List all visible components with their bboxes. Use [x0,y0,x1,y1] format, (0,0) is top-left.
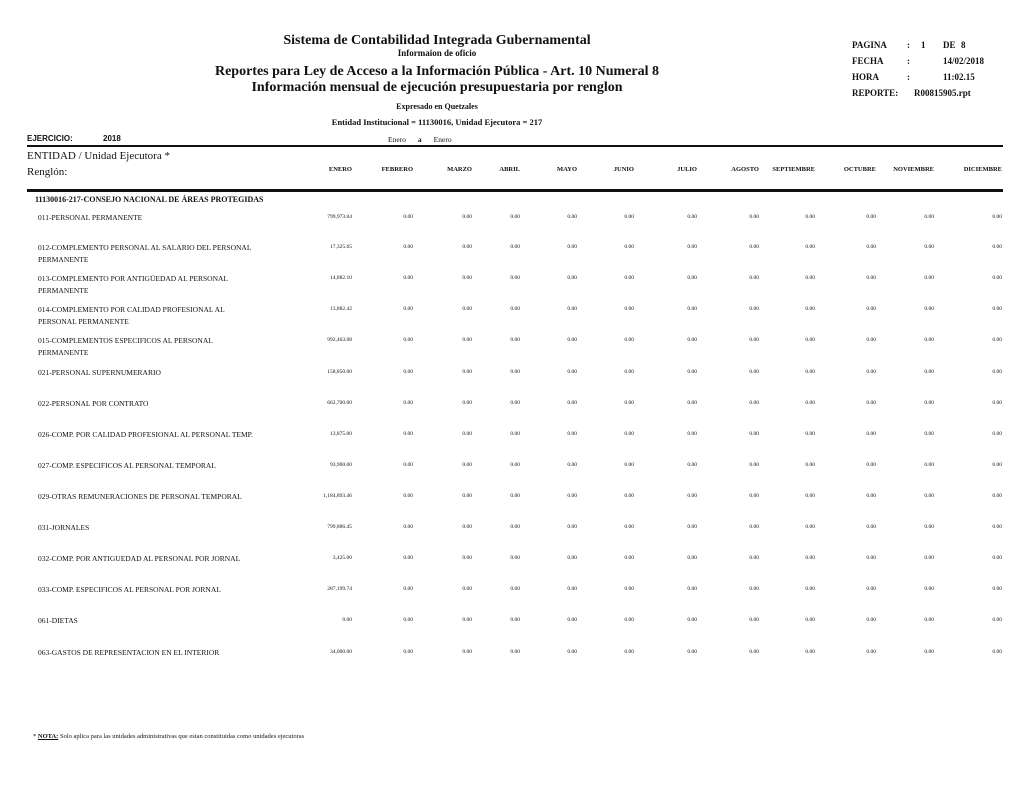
table-row [0,273,1024,301]
cell-octubre: 0.00 [866,617,876,623]
cell-octubre: 0.00 [866,524,876,530]
cell-enero: 158,850.00 [327,369,352,375]
currency-note: Expresado en Quetzales [396,102,478,111]
cell-marzo: 0.00 [462,244,472,250]
cell-septiembre: 0.00 [805,586,815,592]
cell-diciembre: 0.00 [992,493,1002,499]
renglon-label: 022-PERSONAL POR CONTRATO [38,399,149,408]
table-row [0,429,1024,457]
reporte-label: REPORTE: [852,88,899,98]
renglon-label: 021-PERSONAL SUPERNUMERARIO [38,368,161,377]
cell-octubre: 0.00 [866,337,876,343]
cell-diciembre: 0.00 [992,649,1002,655]
month-header-septiembre: SEPTIEMBRE [772,166,815,173]
cell-noviembre: 0.00 [924,214,934,220]
cell-octubre: 0.00 [866,431,876,437]
cell-marzo: 0.00 [462,462,472,468]
renglon-label: 011-PERSONAL PERMANENTE [38,213,143,222]
table-row [0,304,1024,332]
cell-julio: 0.00 [687,493,697,499]
cell-noviembre: 0.00 [924,524,934,530]
cell-mayo: 0.00 [567,462,577,468]
cell-septiembre: 0.00 [805,369,815,375]
cell-agosto: 0.00 [749,306,759,312]
cell-septiembre: 0.00 [805,400,815,406]
cell-enero: 14,882.10 [330,275,352,281]
renglon-label: 032-COMP. POR ANTIGUEDAD AL PERSONAL POR JORNAL [38,554,241,563]
cell-enero: 93,900.00 [330,462,352,468]
cell-noviembre: 0.00 [924,649,934,655]
cell-diciembre: 0.00 [992,214,1002,220]
cell-marzo: 0.00 [462,337,472,343]
cell-diciembre: 0.00 [992,586,1002,592]
month-header-agosto: AGOSTO [731,166,759,173]
cell-febrero: 0.00 [403,555,413,561]
periodo-separator: a [417,135,422,144]
cell-marzo: 0.00 [462,524,472,530]
cell-mayo: 0.00 [567,369,577,375]
entidad-header: ENTIDAD / Unidad Ejecutora * [27,150,170,162]
cell-julio: 0.00 [687,524,697,530]
report-subtitle-oficio: Informaion de oficio [397,48,477,58]
cell-agosto: 0.00 [749,493,759,499]
cell-mayo: 0.00 [567,275,577,281]
cell-mayo: 0.00 [567,244,577,250]
cell-septiembre: 0.00 [805,337,815,343]
cell-junio: 0.00 [624,306,634,312]
renglon-label: 013-COMPLEMENTO POR ANTIGÜEDAD AL PERSONAL PERMANENTE [38,274,228,295]
cell-enero: 1,184,893.46 [323,493,352,499]
reporte-value: R00815905.rpt [914,88,971,98]
cell-diciembre: 0.00 [992,337,1002,343]
cell-junio: 0.00 [624,586,634,592]
renglon-label: 031-JORNALES [38,523,90,532]
cell-agosto: 0.00 [749,400,759,406]
cell-junio: 0.00 [624,337,634,343]
cell-noviembre: 0.00 [924,586,934,592]
cell-abril: 0.00 [510,337,520,343]
cell-octubre: 0.00 [866,400,876,406]
cell-abril: 0.00 [510,462,520,468]
cell-septiembre: 0.00 [805,649,815,655]
cell-noviembre: 0.00 [924,431,934,437]
month-header-mayo: MAYO [557,166,577,173]
cell-diciembre: 0.00 [992,462,1002,468]
cell-marzo: 0.00 [462,649,472,655]
cell-junio: 0.00 [624,214,634,220]
table-row [0,615,1024,643]
cell-mayo: 0.00 [567,431,577,437]
cell-febrero: 0.00 [403,244,413,250]
fecha-value: 14/02/2018 [943,56,985,66]
cell-junio: 0.00 [624,617,634,623]
cell-octubre: 0.00 [866,369,876,375]
header-divider [27,145,1003,147]
cell-noviembre: 0.00 [924,369,934,375]
cell-abril: 0.00 [510,214,520,220]
month-header-abril: ABRIL [499,166,520,173]
cell-marzo: 0.00 [462,555,472,561]
report-title: Reportes para Ley de Acceso a la Información Pública - Art. 10 Numeral 8 [214,64,660,79]
cell-agosto: 0.00 [749,244,759,250]
cell-julio: 0.00 [687,462,697,468]
fecha-label: FECHA [852,56,884,66]
hora-label: HORA [852,72,879,82]
entity-line: Entidad Institucional = 11130016, Unidad Ejecutora = 217 [331,117,543,127]
cell-mayo: 0.00 [567,493,577,499]
cell-agosto: 0.00 [749,214,759,220]
cell-julio: 0.00 [687,555,697,561]
table-row [0,491,1024,519]
cell-mayo: 0.00 [567,214,577,220]
cell-octubre: 0.00 [866,306,876,312]
month-header-febrero: FEBRERO [381,166,413,173]
cell-marzo: 0.00 [462,493,472,499]
month-header-marzo: MARZO [447,166,472,173]
cell-junio: 0.00 [624,275,634,281]
cell-junio: 0.00 [624,649,634,655]
cell-septiembre: 0.00 [805,431,815,437]
table-row [0,647,1024,675]
cell-junio: 0.00 [624,493,634,499]
table-row [0,553,1024,581]
cell-enero: 799,886.45 [327,524,352,530]
cell-mayo: 0.00 [567,306,577,312]
pagina-label: PAGINA [852,40,887,50]
cell-julio: 0.00 [687,214,697,220]
cell-septiembre: 0.00 [805,462,815,468]
cell-julio: 0.00 [687,586,697,592]
month-header-octubre: OCTUBRE [843,166,876,173]
cell-julio: 0.00 [687,649,697,655]
cell-diciembre: 0.00 [992,400,1002,406]
cell-diciembre: 0.00 [992,275,1002,281]
footnote-label: NOTA: [37,733,59,740]
colon: : [907,40,910,50]
cell-abril: 0.00 [510,431,520,437]
cell-octubre: 0.00 [866,462,876,468]
cell-julio: 0.00 [687,400,697,406]
cell-noviembre: 0.00 [924,275,934,281]
ejercicio-value: 2018 [103,134,121,143]
footnote [33,733,304,740]
cell-julio: 0.00 [687,431,697,437]
table-row [0,584,1024,612]
cell-noviembre: 0.00 [924,462,934,468]
cell-abril: 0.00 [510,617,520,623]
cell-febrero: 0.00 [403,400,413,406]
cell-mayo: 0.00 [567,400,577,406]
cell-febrero: 0.00 [403,337,413,343]
cell-abril: 0.00 [510,369,520,375]
cell-noviembre: 0.00 [924,555,934,561]
cell-agosto: 0.00 [749,337,759,343]
cell-febrero: 0.00 [403,431,413,437]
cell-diciembre: 0.00 [992,524,1002,530]
cell-mayo: 0.00 [567,337,577,343]
cell-noviembre: 0.00 [924,400,934,406]
cell-mayo: 0.00 [567,555,577,561]
cell-mayo: 0.00 [567,617,577,623]
month-header-julio: JULIO [677,166,697,173]
month-header-diciembre: DICIEMBRE [963,166,1002,173]
renglon-label: 014-COMPLEMENTO POR CALIDAD PROFESIONAL AL PERSONAL PERMANENTE [38,305,225,326]
cell-noviembre: 0.00 [924,493,934,499]
cell-septiembre: 0.00 [805,555,815,561]
cell-enero: 3,425.00 [332,555,352,561]
cell-enero: 13,882.42 [330,306,352,312]
renglon-label: 061-DIETAS [38,616,78,625]
cell-julio: 0.00 [687,337,697,343]
cell-diciembre: 0.00 [992,555,1002,561]
table-row [0,398,1024,426]
cell-junio: 0.00 [624,524,634,530]
cell-abril: 0.00 [510,524,520,530]
hora-line [852,72,975,82]
cell-octubre: 0.00 [866,244,876,250]
cell-diciembre: 0.00 [992,244,1002,250]
cell-febrero: 0.00 [403,649,413,655]
cell-febrero: 0.00 [403,214,413,220]
cell-abril: 0.00 [510,649,520,655]
cell-febrero: 0.00 [403,617,413,623]
cell-marzo: 0.00 [462,431,472,437]
cell-septiembre: 0.00 [805,493,815,499]
cell-abril: 0.00 [510,493,520,499]
cell-julio: 0.00 [687,369,697,375]
cell-abril: 0.00 [510,586,520,592]
cell-mayo: 0.00 [567,649,577,655]
cell-enero: 17,325.65 [330,244,352,250]
renglon-label: 027-COMP. ESPECIFICOS AL PERSONAL TEMPORAL [38,461,216,470]
cell-septiembre: 0.00 [805,524,815,530]
cell-febrero: 0.00 [403,306,413,312]
cell-diciembre: 0.00 [992,431,1002,437]
cell-octubre: 0.00 [866,275,876,281]
renglon-label: 015-COMPLEMENTOS ESPECIFICOS AL PERSONAL PERMANENTE [38,336,213,357]
cell-abril: 0.00 [510,275,520,281]
cell-enero: 287,199.74 [327,586,352,592]
periodo-range [388,135,464,144]
cell-abril: 0.00 [510,400,520,406]
cell-enero: 992,463.08 [327,337,352,343]
cell-septiembre: 0.00 [805,244,815,250]
cell-abril: 0.00 [510,306,520,312]
cell-febrero: 0.00 [403,369,413,375]
cell-agosto: 0.00 [749,586,759,592]
month-header-enero: ENERO [328,166,352,173]
cell-junio: 0.00 [624,369,634,375]
month-header-noviembre: NOVIEMBRE [893,166,934,173]
cell-junio: 0.00 [624,431,634,437]
cell-octubre: 0.00 [866,555,876,561]
cell-diciembre: 0.00 [992,306,1002,312]
cell-agosto: 0.00 [749,462,759,468]
cell-marzo: 0.00 [462,400,472,406]
cell-agosto: 0.00 [749,275,759,281]
cell-mayo: 0.00 [567,586,577,592]
cell-febrero: 0.00 [403,275,413,281]
cell-abril: 0.00 [510,555,520,561]
cell-septiembre: 0.00 [805,306,815,312]
colon: : [907,72,910,82]
cell-agosto: 0.00 [749,617,759,623]
cell-diciembre: 0.00 [992,617,1002,623]
renglon-label: 026-COMP. POR CALIDAD PROFESIONAL AL PERSONAL TEMP. [38,430,253,439]
ejercicio-label: EJERCICIO: [27,134,73,143]
cell-octubre: 0.00 [866,649,876,655]
table-row [0,367,1024,395]
de-value: 8 [961,40,966,50]
cell-julio: 0.00 [687,306,697,312]
cell-septiembre: 0.00 [805,617,815,623]
cell-marzo: 0.00 [462,369,472,375]
table-row [0,335,1024,363]
cell-enero: 0.00 [342,617,352,623]
footnote-text: Solo aplica para las unidades administrativas que estan constituidas como unidades ejecutoras [58,733,305,740]
cell-octubre: 0.00 [866,586,876,592]
fecha-line [852,56,984,66]
cell-noviembre: 0.00 [924,337,934,343]
pagina-value: 1 [921,40,926,50]
cell-junio: 0.00 [624,462,634,468]
month-header-junio: JUNIO [613,166,634,173]
de-label: DE [943,40,956,50]
cell-agosto: 0.00 [749,369,759,375]
cell-noviembre: 0.00 [924,617,934,623]
colon: : [907,56,910,66]
cell-diciembre: 0.00 [992,369,1002,375]
cell-enero: 34,000.00 [330,649,352,655]
renglon-header: Renglón: [27,166,68,178]
cell-enero: 662,700.00 [327,400,352,406]
cell-enero: 799,973.04 [327,214,352,220]
cell-agosto: 0.00 [749,649,759,655]
table-row [0,212,1024,240]
cell-marzo: 0.00 [462,306,472,312]
cell-mayo: 0.00 [567,524,577,530]
cell-julio: 0.00 [687,617,697,623]
cell-agosto: 0.00 [749,524,759,530]
renglon-label: 029-OTRAS REMUNERACIONES DE PERSONAL TEMPORAL [38,492,242,501]
cell-julio: 0.00 [687,244,697,250]
footnote-asterisk: * [33,733,38,740]
cell-noviembre: 0.00 [924,244,934,250]
cell-octubre: 0.00 [866,214,876,220]
cell-septiembre: 0.00 [805,214,815,220]
table-row [0,522,1024,550]
cell-agosto: 0.00 [749,555,759,561]
system-title: Sistema de Contabilidad Integrada Gubernamental [283,33,591,48]
cell-agosto: 0.00 [749,431,759,437]
cell-febrero: 0.00 [403,524,413,530]
table-row [0,460,1024,488]
cell-junio: 0.00 [624,400,634,406]
cell-julio: 0.00 [687,275,697,281]
reporte-line [852,88,971,98]
cell-febrero: 0.00 [403,493,413,499]
hora-value: 11:02.15 [943,72,975,82]
cell-febrero: 0.00 [403,462,413,468]
cell-marzo: 0.00 [462,275,472,281]
cell-enero: 13,875.00 [330,431,352,437]
cell-marzo: 0.00 [462,214,472,220]
group-title: 11130016-217-CONSEJO NACIONAL DE ÁREAS PROTEGIDAS [35,195,264,204]
periodo-from: Enero [388,135,406,144]
cell-junio: 0.00 [624,555,634,561]
cell-marzo: 0.00 [462,617,472,623]
table-header-divider [27,189,1003,192]
renglon-label: 063-GASTOS DE REPRESENTACION EN EL INTERIOR [38,648,220,657]
table-row [0,242,1024,270]
cell-octubre: 0.00 [866,493,876,499]
report-subtitle: Información mensual de ejecución presupuestaria por renglon [251,80,623,95]
renglon-label: 033-COMP. ESPECIFICOS AL PERSONAL POR JORNAL [38,585,221,594]
renglon-label: 012-COMPLEMENTO PERSONAL AL SALARIO DEL PERSONAL PERMANENTE [38,243,252,264]
cell-febrero: 0.00 [403,586,413,592]
cell-septiembre: 0.00 [805,275,815,281]
cell-abril: 0.00 [510,244,520,250]
cell-noviembre: 0.00 [924,306,934,312]
cell-junio: 0.00 [624,244,634,250]
page-indicator [852,40,966,50]
cell-marzo: 0.00 [462,586,472,592]
periodo-to: Enero [433,135,452,144]
